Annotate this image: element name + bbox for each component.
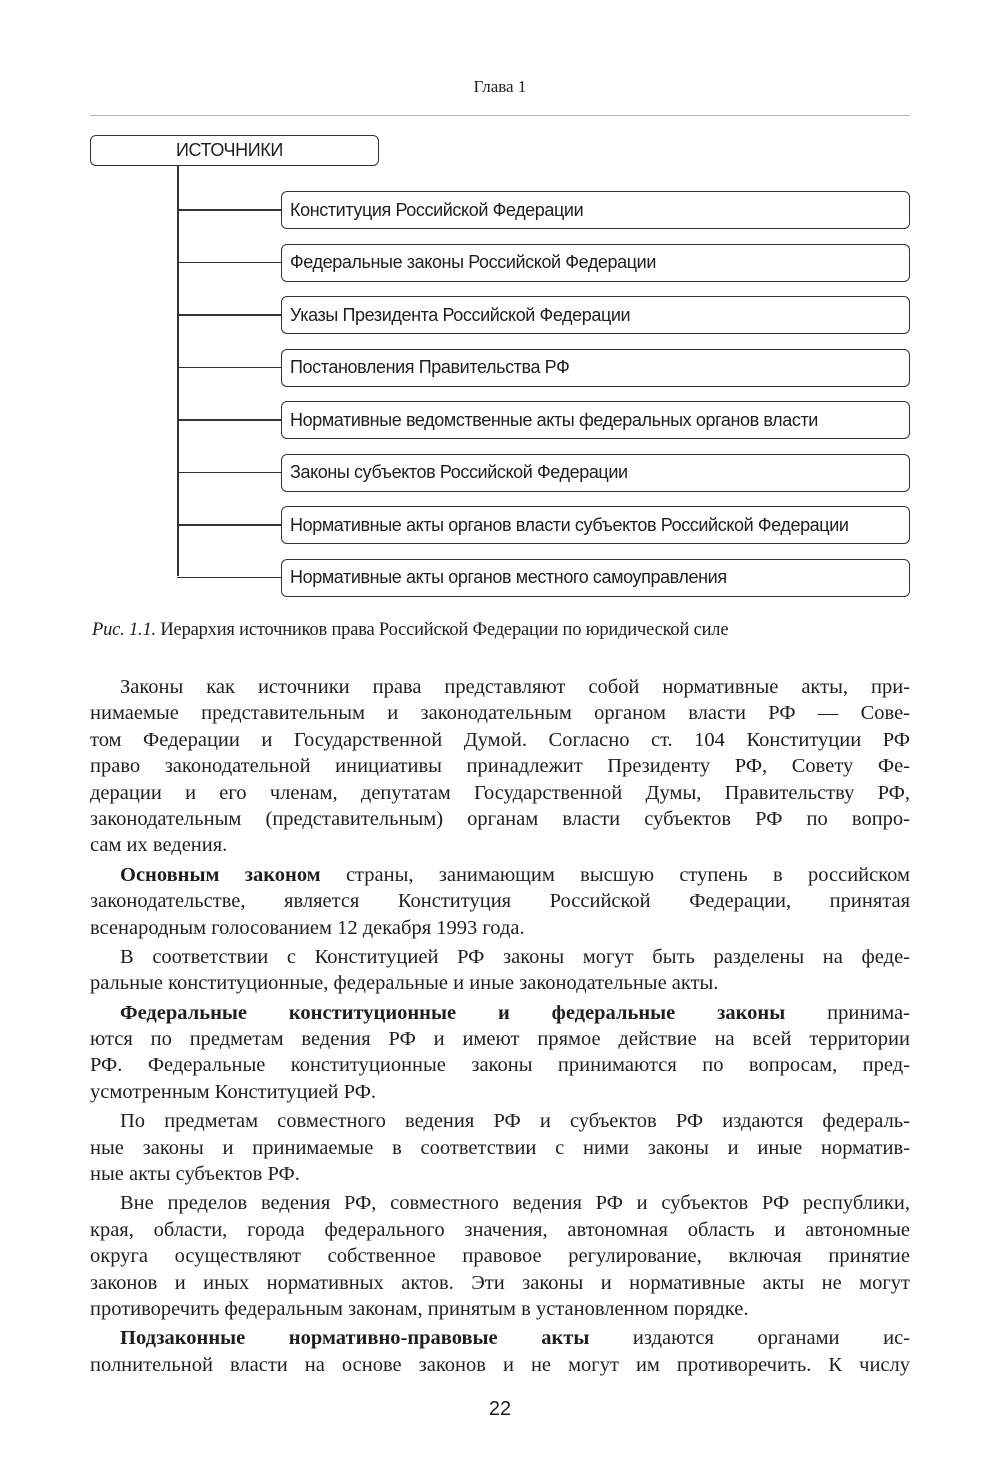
figure-caption [92, 620, 912, 641]
text-line [90, 1296, 910, 1322]
bold-term: Основным законом [120, 863, 321, 886]
text-line [90, 888, 910, 914]
running-header: Глава 1 [473, 77, 527, 96]
text-line [90, 862, 910, 888]
line-text: страны, занимающим высшую ступень в российском [320, 863, 910, 886]
diagram-item-box: Нормативные акты органов власти субъектов Российской Федерации [281, 506, 910, 544]
text-line [90, 915, 910, 941]
line-text: полнительной власти на основе законов и не могут им противоречить. К числу [90, 1353, 910, 1376]
text-line [90, 1270, 910, 1296]
text-line [90, 1190, 910, 1216]
line-text: нимаемые представительным и законодательным органом власти РФ — Сове- [90, 702, 910, 725]
text-line [90, 970, 910, 996]
text-line [90, 727, 910, 753]
text-line [90, 1135, 910, 1161]
line-text: РФ. Федеральные конституционные законы принимаются по вопросам, пред- [90, 1054, 910, 1077]
caption-label: Рис. 1.1. [92, 620, 156, 640]
text-line [90, 944, 910, 970]
line-text: По предметам совместного ведения РФ и субъектов РФ издаются федераль- [120, 1110, 910, 1133]
line-text: принима- [785, 1001, 910, 1024]
diagram-item-box: Нормативные акты органов местного самоуправления [281, 559, 910, 597]
diagram-item-box: Законы субъектов Российской Федерации [281, 454, 910, 492]
page-number: 22 [488, 1398, 512, 1420]
diagram-connector-line [177, 577, 281, 579]
diagram-item-box: Федеральные законы Российской Федерации [281, 244, 910, 282]
line-text: усмотренным Конституцией РФ. [90, 1080, 377, 1103]
text-line [90, 1352, 910, 1378]
diagram-connector-line [177, 472, 281, 474]
text-line [90, 832, 910, 858]
text-line [90, 753, 910, 779]
diagram-connector-line [177, 314, 281, 316]
text-line [90, 1079, 910, 1105]
diagram-connector-line [177, 419, 281, 421]
line-text: сам их ведения. [90, 834, 228, 857]
body-text [90, 674, 910, 1378]
diagram-root-box: ИСТОЧНИКИ [90, 135, 379, 166]
line-text: ные акты субъектов РФ. [90, 1163, 300, 1186]
text-line [90, 806, 910, 832]
line-text: противоречить федеральным законам, принятым в установленном порядке. [90, 1297, 749, 1320]
diagram-connector-line [177, 209, 281, 211]
diagram-item-box: Постановления Правительства РФ [281, 349, 910, 387]
diagram-connector-line [177, 262, 281, 264]
line-text: ральные конституционные, федеральные и иные законодательные акты. [90, 972, 719, 995]
bold-term: Федеральные конституционные и федеральные законы [120, 1001, 786, 1024]
caption-text: Иерархия источников права Российской Федерации по юридической силе [155, 620, 729, 640]
line-text: ются по предметам ведения РФ и имеют прямое действие на всей территории [90, 1028, 910, 1051]
line-text: законов и иных нормативных актов. Эти законы и нормативные акты не могут [90, 1271, 910, 1294]
diagram-item-box: Конституция Российской Федерации [281, 191, 910, 229]
text-line [90, 674, 910, 700]
text-line [90, 700, 910, 726]
line-text: края, области, города федерального значения, автономная область и автономные [90, 1218, 910, 1241]
text-line [90, 1325, 910, 1351]
text-line [90, 1161, 910, 1187]
line-text: всенародным голосованием 12 декабря 1993 года. [90, 916, 525, 939]
text-line [90, 1026, 910, 1052]
line-text: право законодательной инициативы принадлежит Президенту РФ, Совету Фе- [90, 755, 910, 778]
diagram-connector-line [177, 367, 281, 369]
line-text: округа осуществляют собственное правовое регулирование, включая принятие [90, 1245, 910, 1268]
line-text: законодательным (представительным) органам власти субъектов РФ по вопро- [90, 807, 910, 830]
bold-term: Подзаконные нормативно-правовые акты [120, 1327, 590, 1350]
text-line [90, 1217, 910, 1243]
header-rule [90, 115, 910, 116]
line-text: законодательстве, является Конституция Российской Федерации, принятая [90, 890, 910, 913]
diagram-item-box: Указы Президента Российской Федерации [281, 296, 910, 334]
diagram-trunk-line [177, 166, 179, 576]
line-text: В соответствии с Конституцией РФ законы могут быть разделены на феде- [120, 945, 910, 968]
text-line [90, 1243, 910, 1269]
text-line [90, 1052, 910, 1078]
diagram-connector-line [177, 524, 281, 526]
line-text: ные законы и принимаемые в соответствии с ними законы и иные норматив- [90, 1136, 910, 1159]
diagram-item-box: Нормативные ведомственные акты федеральных органов власти [281, 401, 910, 439]
line-text: дерации и его членам, депутатам Государственной Думы, Правительству РФ, [90, 781, 910, 804]
line-text: издаются органами ис- [589, 1327, 910, 1350]
text-line [90, 780, 910, 806]
text-line [90, 1108, 910, 1134]
line-text: Вне пределов ведения РФ, совместного ведения РФ и субъектов РФ республики, [120, 1192, 910, 1215]
line-text: Законы как источники права представляют собой нормативные акты, при- [120, 676, 910, 698]
line-text: том Федерации и Государственной Думой. Согласно ст. 104 Конституции РФ [90, 728, 910, 751]
text-line [90, 1000, 910, 1026]
